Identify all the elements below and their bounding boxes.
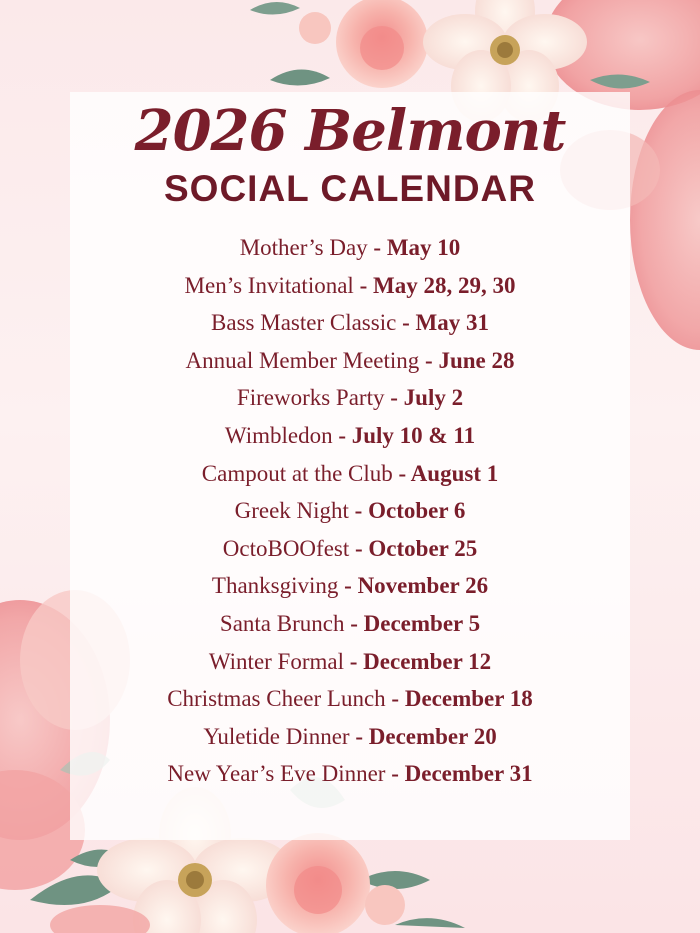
event-date: October 6 bbox=[368, 498, 466, 524]
event-name: Christmas Cheer Lunch bbox=[167, 686, 386, 712]
event-name: Campout at the Club bbox=[201, 460, 393, 486]
event-name: Santa Brunch bbox=[219, 610, 345, 636]
event-separator: - bbox=[385, 686, 405, 712]
event-separator: - bbox=[349, 723, 369, 749]
event-date: May 31 bbox=[415, 310, 489, 336]
event-date: August 1 bbox=[410, 460, 499, 486]
event-row bbox=[70, 530, 630, 568]
event-row bbox=[70, 680, 630, 718]
event-date: July 2 bbox=[403, 385, 464, 411]
event-date: December 5 bbox=[363, 610, 481, 636]
event-name: New Year’s Eve Dinner bbox=[167, 761, 386, 787]
event-name: Yuletide Dinner bbox=[203, 723, 350, 749]
event-separator: - bbox=[385, 761, 405, 787]
event-separator: - bbox=[392, 460, 411, 486]
event-separator: - bbox=[332, 422, 352, 448]
page-subtitle: SOCIAL CALENDAR bbox=[164, 168, 536, 209]
event-name: Annual Member Meeting bbox=[185, 347, 420, 373]
event-row bbox=[70, 492, 630, 530]
event-separator: - bbox=[349, 535, 369, 561]
event-row bbox=[70, 417, 630, 455]
event-row bbox=[70, 605, 630, 643]
event-name: Fireworks Party bbox=[236, 385, 385, 411]
event-row bbox=[70, 379, 630, 417]
event-separator: - bbox=[367, 235, 387, 260]
event-date: December 18 bbox=[404, 686, 533, 712]
event-date: December 31 bbox=[404, 761, 533, 787]
event-name: OctoBOOfest bbox=[222, 535, 350, 561]
event-row bbox=[70, 229, 630, 267]
event-row bbox=[70, 567, 630, 605]
event-separator: - bbox=[396, 310, 416, 336]
event-name: Bass Master Classic bbox=[211, 310, 397, 336]
event-row bbox=[70, 304, 630, 342]
event-list bbox=[70, 229, 630, 793]
event-date: October 25 bbox=[368, 535, 478, 561]
event-name: Winter Formal bbox=[208, 648, 344, 674]
event-date: December 20 bbox=[368, 723, 497, 749]
event-row bbox=[70, 718, 630, 756]
event-separator: - bbox=[353, 272, 373, 298]
event-separator: - bbox=[338, 573, 358, 599]
event-date: May 10 bbox=[386, 235, 461, 260]
event-row bbox=[70, 643, 630, 681]
event-name: Mother’s Day bbox=[239, 235, 368, 260]
event-separator: - bbox=[344, 648, 364, 674]
event-separator: - bbox=[384, 385, 404, 411]
event-date: June 28 bbox=[438, 347, 515, 373]
event-date: December 12 bbox=[363, 648, 492, 674]
event-date: May 28, 29, 30 bbox=[372, 272, 516, 298]
event-date: November 26 bbox=[357, 573, 489, 599]
event-row bbox=[70, 342, 630, 380]
event-name: Wimbledon bbox=[224, 422, 333, 448]
event-row bbox=[70, 755, 630, 793]
event-separator: - bbox=[344, 610, 364, 636]
event-separator: - bbox=[419, 347, 439, 373]
event-name: Men’s Invitational bbox=[184, 272, 354, 298]
event-row bbox=[70, 455, 630, 493]
page-title: 2026 Belmont bbox=[134, 98, 566, 164]
event-name: Greek Night bbox=[234, 498, 349, 524]
event-separator: - bbox=[348, 498, 369, 524]
event-row bbox=[70, 267, 630, 305]
event-name: Thanksgiving bbox=[211, 573, 339, 599]
event-date: July 10 & 11 bbox=[351, 422, 476, 448]
